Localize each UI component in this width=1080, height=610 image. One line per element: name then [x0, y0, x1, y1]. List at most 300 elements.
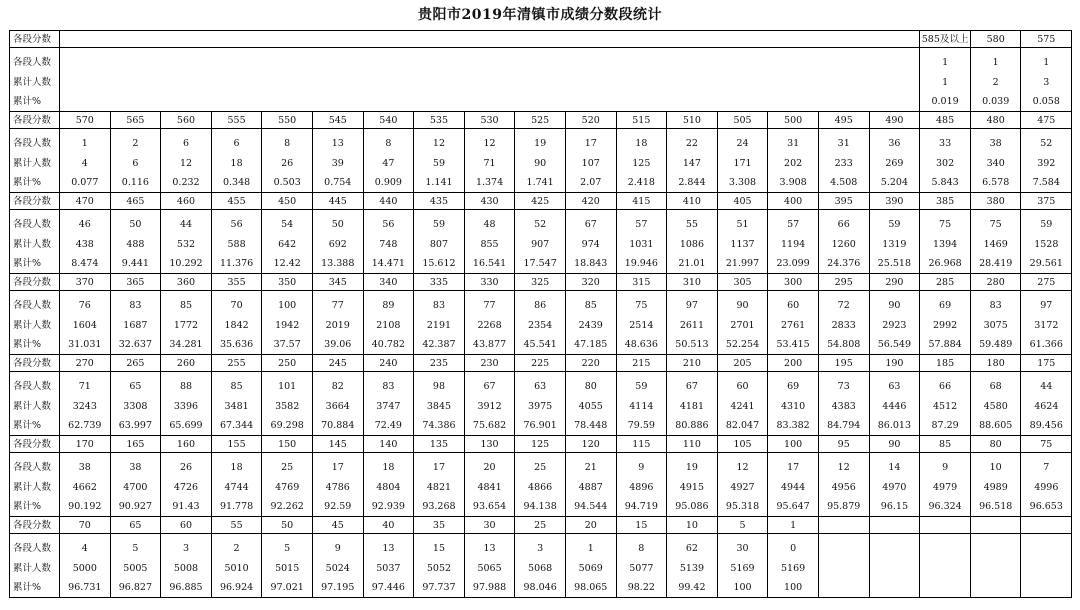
- pct-value: 47.185: [574, 339, 608, 350]
- cum-value: 2923: [882, 320, 907, 331]
- count-value: 5: [132, 543, 139, 554]
- cum-value: 1687: [123, 320, 148, 331]
- pct-value: 98.046: [523, 582, 557, 593]
- count-value: 46: [78, 219, 91, 230]
- band-cell: 225: [515, 355, 566, 372]
- pct-value: 96.518: [979, 501, 1013, 512]
- band-cell: 195: [818, 355, 869, 372]
- band-cell: 240: [363, 355, 414, 372]
- stats-cell: [920, 210, 971, 274]
- count-value: 67: [483, 381, 496, 392]
- pct-value: 43.877: [472, 339, 507, 350]
- stats-cell: [464, 129, 515, 193]
- count-value: 19: [685, 462, 698, 473]
- band-cell: 560: [161, 112, 212, 129]
- cum-value: 5010: [224, 563, 249, 574]
- cum-value: 2992: [933, 320, 958, 331]
- band-cell: 235: [414, 355, 465, 372]
- band-cell: 190: [869, 355, 920, 372]
- stats-cell: [667, 453, 718, 517]
- pct-value: 14.471: [371, 258, 405, 269]
- band-cell: 450: [262, 193, 313, 210]
- cum-value: 71: [483, 158, 496, 169]
- band-cell: 65: [110, 517, 161, 534]
- stats-cell: [768, 210, 819, 274]
- cum-value: 3075: [983, 320, 1008, 331]
- count-value: 12: [736, 462, 749, 473]
- count-label: 各段人数: [13, 381, 52, 392]
- stats-cell: [818, 129, 869, 193]
- pct-value: 97.021: [270, 582, 304, 593]
- count-value: 83: [129, 300, 142, 311]
- count-value: 8: [284, 138, 291, 149]
- cum-value: 3747: [376, 401, 401, 412]
- pct-value: 89.456: [1029, 420, 1063, 431]
- count-value: 8: [638, 543, 645, 554]
- stats-cell: [717, 534, 768, 598]
- cum-value: 532: [176, 239, 196, 250]
- band-cell: 495: [818, 112, 869, 129]
- pct-value: 52.254: [725, 339, 760, 350]
- stats-cell: [565, 453, 616, 517]
- stats-cell: [515, 534, 566, 598]
- cum-value: [971, 559, 1021, 579]
- pct-value: 100: [784, 582, 803, 593]
- pct-value: 19.946: [624, 258, 658, 269]
- count-value: 44: [179, 219, 193, 230]
- count-value: 25: [281, 462, 294, 473]
- stats-cell: [616, 291, 667, 355]
- stats-cell: [920, 291, 971, 355]
- count-value: 13: [331, 138, 344, 149]
- stats-cell: [616, 534, 667, 598]
- band-cell: 210: [667, 355, 718, 372]
- band-cell: 230: [464, 355, 515, 372]
- band-cell: [818, 517, 869, 534]
- stats-cell: [161, 291, 212, 355]
- pct-value: 7.584: [1032, 177, 1060, 188]
- band-cell: 465: [110, 193, 161, 210]
- count-value: [870, 539, 920, 559]
- pct-value: 3.308: [728, 177, 757, 188]
- pct-value: [971, 579, 1021, 597]
- count-value: 85: [179, 300, 193, 311]
- stats-row: [10, 129, 1072, 193]
- band-cell: 75: [1021, 436, 1072, 453]
- band-cell: [869, 517, 920, 534]
- count-value: 13: [382, 543, 395, 554]
- band-row: [10, 112, 1072, 129]
- pct-value: 15.612: [422, 258, 456, 269]
- count-value: 77: [331, 300, 344, 311]
- band-cell: 245: [312, 355, 363, 372]
- pct-value: 93.268: [422, 501, 456, 512]
- band-cell: 585及以上: [920, 31, 971, 48]
- stats-cell: [869, 210, 920, 274]
- pct-value: 76.901: [523, 420, 557, 431]
- pct-value: 23.099: [776, 258, 810, 269]
- pct-value: 80.886: [675, 420, 709, 431]
- band-cell: 375: [1021, 193, 1072, 210]
- cum-value: 3845: [426, 401, 452, 412]
- count-value: [971, 539, 1021, 559]
- cum-value: 1031: [629, 239, 654, 250]
- stats-labels: [10, 210, 60, 274]
- stats-cell: [970, 48, 1021, 112]
- band-cell: 70: [60, 517, 111, 534]
- pct-value: 5.843: [931, 177, 959, 188]
- stats-cell: [667, 534, 718, 598]
- cum-value: 5065: [477, 563, 502, 574]
- count-value: 52: [534, 219, 547, 230]
- cum-value: 1772: [173, 320, 199, 331]
- blank-cell: [60, 48, 920, 112]
- stats-cell: [920, 372, 971, 436]
- pct-value: 1.374: [475, 177, 504, 188]
- stats-cell: [161, 372, 212, 436]
- stats-cell: [110, 291, 161, 355]
- cum-value: 807: [429, 239, 449, 250]
- band-cell: 395: [818, 193, 869, 210]
- count-value: 8: [385, 138, 392, 149]
- pct-value: 92.939: [371, 501, 405, 512]
- cum-value: 5169: [730, 563, 755, 574]
- band-cell: [1021, 517, 1072, 534]
- pct-value: 96.924: [219, 582, 254, 593]
- band-cell: 315: [616, 274, 667, 291]
- band-cell: 505: [717, 112, 768, 129]
- pct-value: 96.653: [1029, 501, 1063, 512]
- band-cell: 85: [920, 436, 971, 453]
- cum-value: 2439: [578, 320, 603, 331]
- pct-value: 70.884: [321, 420, 355, 431]
- band-cell: 440: [363, 193, 414, 210]
- pct-value: 97.195: [321, 582, 355, 593]
- band-cell: 365: [110, 274, 161, 291]
- stats-cell: [161, 210, 212, 274]
- stats-cell: [768, 291, 819, 355]
- count-value: 72: [837, 300, 850, 311]
- band-cell: 305: [717, 274, 768, 291]
- stats-labels: [10, 453, 60, 517]
- cum-value: 107: [581, 158, 600, 169]
- count-value: 66: [837, 219, 850, 230]
- cum-value: 233: [834, 158, 853, 169]
- cum-value: 4181: [679, 401, 705, 412]
- cum-value: 2833: [831, 320, 856, 331]
- stats-cell: [262, 534, 313, 598]
- band-cell: 80: [970, 436, 1021, 453]
- cum-value: 2701: [730, 320, 755, 331]
- cum-value: 1319: [882, 239, 907, 250]
- band-cell: 215: [616, 355, 667, 372]
- stats-cell: [818, 210, 869, 274]
- count-value: 88: [179, 381, 193, 392]
- band-cell: 160: [161, 436, 212, 453]
- stats-row: [10, 291, 1072, 355]
- pct-value: 72.49: [374, 420, 402, 431]
- count-value: 50: [129, 219, 142, 230]
- band-cell: 270: [60, 355, 111, 372]
- stats-cell: [60, 129, 111, 193]
- cum-value: 5069: [578, 563, 603, 574]
- band-cell: 170: [60, 436, 111, 453]
- band-cell: 430: [464, 193, 515, 210]
- band-cell: 580: [970, 31, 1021, 48]
- band-cell: 255: [211, 355, 262, 372]
- band-cell: 135: [414, 436, 465, 453]
- cum-value: 39: [331, 158, 344, 169]
- stats-cell: [414, 453, 465, 517]
- cum-value: 974: [581, 239, 600, 250]
- cum-value: 2191: [426, 320, 452, 331]
- count-value: 97: [685, 300, 698, 311]
- count-value: 52: [1040, 138, 1053, 149]
- cum-value: 26: [281, 158, 294, 169]
- pct-value: 35.636: [219, 339, 254, 350]
- count-value: 30: [736, 543, 749, 554]
- pct-value: 21.01: [678, 258, 706, 269]
- cum-value: 2514: [629, 320, 654, 331]
- band-label: 各段分数: [10, 274, 60, 291]
- pct-value: 91.778: [219, 501, 254, 512]
- band-cell: 415: [616, 193, 667, 210]
- count-value: 17: [584, 138, 597, 149]
- cum-value: 4769: [275, 482, 300, 493]
- cum-value: 748: [379, 239, 398, 250]
- count-value: 97: [1040, 300, 1053, 311]
- cum-value: 5169: [781, 563, 806, 574]
- pct-value: 0.232: [172, 177, 200, 188]
- band-cell: 545: [312, 112, 363, 129]
- count-value: 63: [888, 381, 901, 392]
- cum-value: 392: [1037, 158, 1056, 169]
- count-value: 80: [584, 381, 597, 392]
- cum-value: 2354: [528, 320, 553, 331]
- pct-value: 94.138: [523, 501, 557, 512]
- count-value: 22: [685, 138, 698, 149]
- pct-value: 24.376: [827, 258, 861, 269]
- cum-value: 5037: [376, 563, 401, 574]
- cum-value: 692: [328, 239, 347, 250]
- pct-label: 累计%: [13, 420, 42, 431]
- cum-value: 2108: [376, 320, 401, 331]
- cum-value: 1: [942, 77, 949, 88]
- cum-value: 1394: [933, 239, 958, 250]
- pct-value: 42.387: [422, 339, 456, 350]
- count-value: 21: [584, 462, 597, 473]
- stats-cell: [110, 453, 161, 517]
- pct-value: 57.884: [928, 339, 962, 350]
- count-value: 24: [736, 138, 749, 149]
- pct-value: 39.06: [324, 339, 352, 350]
- cum-value: 4786: [325, 482, 350, 493]
- band-row: [10, 517, 1072, 534]
- cum-value: 1528: [1034, 239, 1059, 250]
- count-value: 12: [837, 462, 850, 473]
- stats-cell: [667, 291, 718, 355]
- count-value: [920, 539, 970, 559]
- stats-cell: [60, 291, 111, 355]
- pct-value: 12.42: [273, 258, 301, 269]
- cum-value: 4915: [679, 482, 705, 493]
- stats-cell: [211, 210, 262, 274]
- stats-cell: [1021, 210, 1072, 274]
- stats-cell: [768, 129, 819, 193]
- pct-value: 1.141: [425, 177, 453, 188]
- count-value: 12: [483, 138, 496, 149]
- count-value: 83: [382, 381, 395, 392]
- count-value: 69: [939, 300, 952, 311]
- cum-value: 1842: [224, 320, 249, 331]
- cum-value: 269: [885, 158, 904, 169]
- band-cell: 165: [110, 436, 161, 453]
- cum-value: 5008: [173, 563, 199, 574]
- count-value: 1: [992, 57, 999, 68]
- stats-cell: [920, 48, 971, 112]
- band-cell: 575: [1021, 31, 1072, 48]
- pct-value: 59.489: [979, 339, 1013, 350]
- pct-value: 2.844: [678, 177, 706, 188]
- count-value: 51: [736, 219, 749, 230]
- pct-value: 0.019: [931, 96, 959, 107]
- pct-value: 75.682: [472, 420, 507, 431]
- cum-value: 5052: [426, 563, 452, 574]
- count-value: [819, 539, 869, 559]
- band-cell: 540: [363, 112, 414, 129]
- band-cell: 25: [515, 517, 566, 534]
- stats-cell: [565, 372, 616, 436]
- count-value: 56: [230, 219, 243, 230]
- stats-labels: [10, 129, 60, 193]
- stats-cell: [970, 129, 1021, 193]
- pct-value: 97.446: [371, 582, 405, 593]
- stats-cell: [515, 210, 566, 274]
- stats-cell: [1021, 48, 1072, 112]
- band-cell: 530: [464, 112, 515, 129]
- count-value: 7: [1043, 462, 1050, 473]
- cum-value: 438: [75, 239, 94, 250]
- cum-value: 5139: [679, 563, 705, 574]
- pct-value: 17.547: [523, 258, 557, 269]
- band-cell: 350: [262, 274, 313, 291]
- cum-value: 4821: [426, 482, 452, 493]
- stats-cell: [312, 129, 363, 193]
- count-value: 18: [635, 138, 648, 149]
- pct-value: 2.418: [627, 177, 655, 188]
- stats-cell: [363, 291, 414, 355]
- cum-value: 5000: [72, 563, 97, 574]
- stats-cell: [616, 210, 667, 274]
- stats-cell: [667, 129, 718, 193]
- cum-value: 6: [132, 158, 139, 169]
- cum-value: 4446: [882, 401, 907, 412]
- band-cell: 485: [920, 112, 971, 129]
- cum-value: 2761: [781, 320, 806, 331]
- band-cell: 310: [667, 274, 718, 291]
- pct-label: 累计%: [13, 258, 42, 269]
- count-value: 3: [182, 543, 189, 554]
- pct-value: 69.298: [270, 420, 304, 431]
- band-cell: 35: [414, 517, 465, 534]
- band-cell: 260: [161, 355, 212, 372]
- count-value: 6: [182, 138, 189, 149]
- band-cell: 100: [768, 436, 819, 453]
- count-value: 69: [787, 381, 800, 392]
- band-label: 各段分数: [10, 31, 60, 48]
- cum-value: 1942: [275, 320, 300, 331]
- pct-value: 74.386: [422, 420, 456, 431]
- cum-value: 1086: [679, 239, 705, 250]
- band-cell: 40: [363, 517, 414, 534]
- pct-value: 62.739: [68, 420, 102, 431]
- stats-cell: [920, 534, 971, 598]
- stats-cell: [211, 291, 262, 355]
- count-value: 2: [132, 138, 139, 149]
- stats-cell: [970, 291, 1021, 355]
- stats-cell: [869, 372, 920, 436]
- count-value: 5: [284, 543, 291, 554]
- band-cell: 220: [565, 355, 616, 372]
- stats-cell: [818, 291, 869, 355]
- pct-value: 63.997: [118, 420, 153, 431]
- cum-value: 3582: [275, 401, 300, 412]
- count-label: 各段人数: [13, 57, 52, 68]
- cum-value: 1194: [781, 239, 806, 250]
- stats-cell: [211, 372, 262, 436]
- pct-label: 累计%: [13, 177, 42, 188]
- count-value: 90: [736, 300, 749, 311]
- band-cell: 275: [1021, 274, 1072, 291]
- pct-value: 0.116: [121, 177, 149, 188]
- pct-value: 16.541: [472, 258, 507, 269]
- count-value: 9: [638, 462, 645, 473]
- stats-cell: [161, 129, 212, 193]
- cum-value: 90: [534, 158, 547, 169]
- stats-cell: [414, 534, 465, 598]
- stats-cell: [414, 291, 465, 355]
- count-value: 71: [78, 381, 91, 392]
- band-cell: 470: [60, 193, 111, 210]
- band-cell: 370: [60, 274, 111, 291]
- cum-value: 4989: [983, 482, 1008, 493]
- pct-label: 累计%: [13, 96, 42, 107]
- cum-value: 4700: [123, 482, 148, 493]
- band-cell: 95: [818, 436, 869, 453]
- count-value: 13: [483, 543, 496, 554]
- count-value: 55: [685, 219, 698, 230]
- pct-value: 99.42: [678, 582, 706, 593]
- stats-cell: [60, 534, 111, 598]
- pct-value: 13.388: [321, 258, 355, 269]
- cum-value: 4866: [528, 482, 553, 493]
- cum-value: 3912: [477, 401, 502, 412]
- band-label: 各段分数: [10, 436, 60, 453]
- cum-value: [819, 559, 869, 579]
- stats-cell: [717, 129, 768, 193]
- pct-value: 11.376: [219, 258, 254, 269]
- stats-cell: [60, 453, 111, 517]
- pct-value: 25.518: [877, 258, 912, 269]
- band-cell: 285: [920, 274, 971, 291]
- cum-value: 5015: [275, 563, 300, 574]
- pct-value: 54.808: [827, 339, 861, 350]
- cum-value: 12: [179, 158, 193, 169]
- band-cell: 360: [161, 274, 212, 291]
- pct-value: 6.578: [982, 177, 1010, 188]
- pct-value: 1.741: [526, 177, 554, 188]
- stats-labels: [10, 48, 60, 112]
